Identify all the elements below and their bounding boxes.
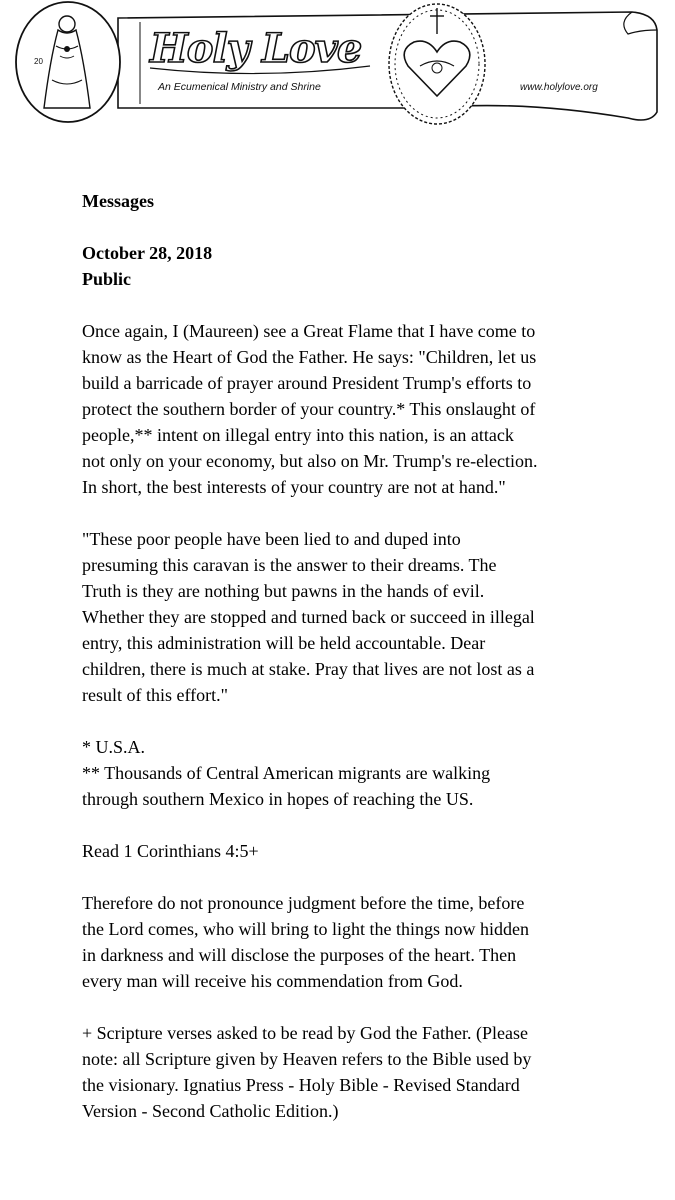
text-line: people,** intent on illegal entry into this nation, is an attack [82, 425, 514, 445]
message-content [82, 188, 642, 1124]
text-line: through southern Mexico in hopes of reaching the US. [82, 789, 474, 809]
sacred-heart-icon [389, 4, 485, 124]
text-line: know as the Heart of God the Father. He says: "Children, let us [82, 347, 537, 367]
text-line: build a barricade of prayer around President Trump's efforts to [82, 373, 532, 393]
text-line: * U.S.A. [82, 737, 146, 757]
emblem-monogram: 20 [34, 57, 43, 66]
message-paragraph-2 [82, 526, 642, 708]
text-line: in darkness and will disclose the purposes of the heart. Then [82, 945, 517, 965]
text-line: note: all Scripture given by Heaven refers to the Bible used by [82, 1049, 532, 1069]
text-line: ** Thousands of Central American migrants are walking [82, 763, 491, 783]
message-paragraph-1 [82, 318, 642, 500]
text-line: the visionary. Ignatius Press - Holy Bible - Revised Standard [82, 1075, 520, 1095]
website-url: www.holylove.org [520, 82, 598, 93]
text-line: children, there is much at stake. Pray that lives are not lost as a [82, 659, 535, 679]
text-line: Once again, I (Maureen) see a Great Flame that I have come to [82, 321, 536, 341]
message-date: October 28, 2018 [82, 243, 213, 263]
text-line: protect the southern border of your country.* This onslaught of [82, 399, 536, 419]
logo-text: Holy Love [150, 25, 362, 72]
text-line: the Lord comes, who will bring to light the things now hidden [82, 919, 529, 939]
text-line: presuming this caravan is the answer to their dreams. The [82, 555, 497, 575]
text-line: "These poor people have been lied to and duped into [82, 529, 461, 549]
text-line: Whether they are stopped and turned back or succeed in illegal [82, 607, 535, 627]
header-banner [0, 0, 675, 135]
text-line: result of this effort." [82, 685, 228, 705]
text-line: Truth is they are nothing but pawns in the hands of evil. [82, 581, 485, 601]
text-line: Read 1 Corinthians 4:5+ [82, 841, 259, 861]
scripture-reference [82, 838, 642, 864]
text-line: In short, the best interests of your country are not at hand." [82, 477, 506, 497]
message-audience: Public [82, 269, 132, 289]
tagline: An Ecumenical Ministry and Shrine [158, 81, 321, 93]
text-line: + Scripture verses asked to be read by God the Father. (Please [82, 1023, 529, 1043]
text-line: every man will receive his commendation from God. [82, 971, 463, 991]
text-line: Therefore do not pronounce judgment before the time, before [82, 893, 525, 913]
text-line: not only on your economy, but also on Mr. Trump's re-election. [82, 451, 538, 471]
section-title: Messages [82, 191, 154, 211]
scripture-passage [82, 890, 642, 994]
footnotes [82, 734, 642, 812]
text-line: Version - Second Catholic Edition.) [82, 1101, 339, 1121]
scripture-note [82, 1020, 642, 1124]
text-line: entry, this administration will be held accountable. Dear [82, 633, 486, 653]
madonna-emblem [16, 2, 120, 122]
